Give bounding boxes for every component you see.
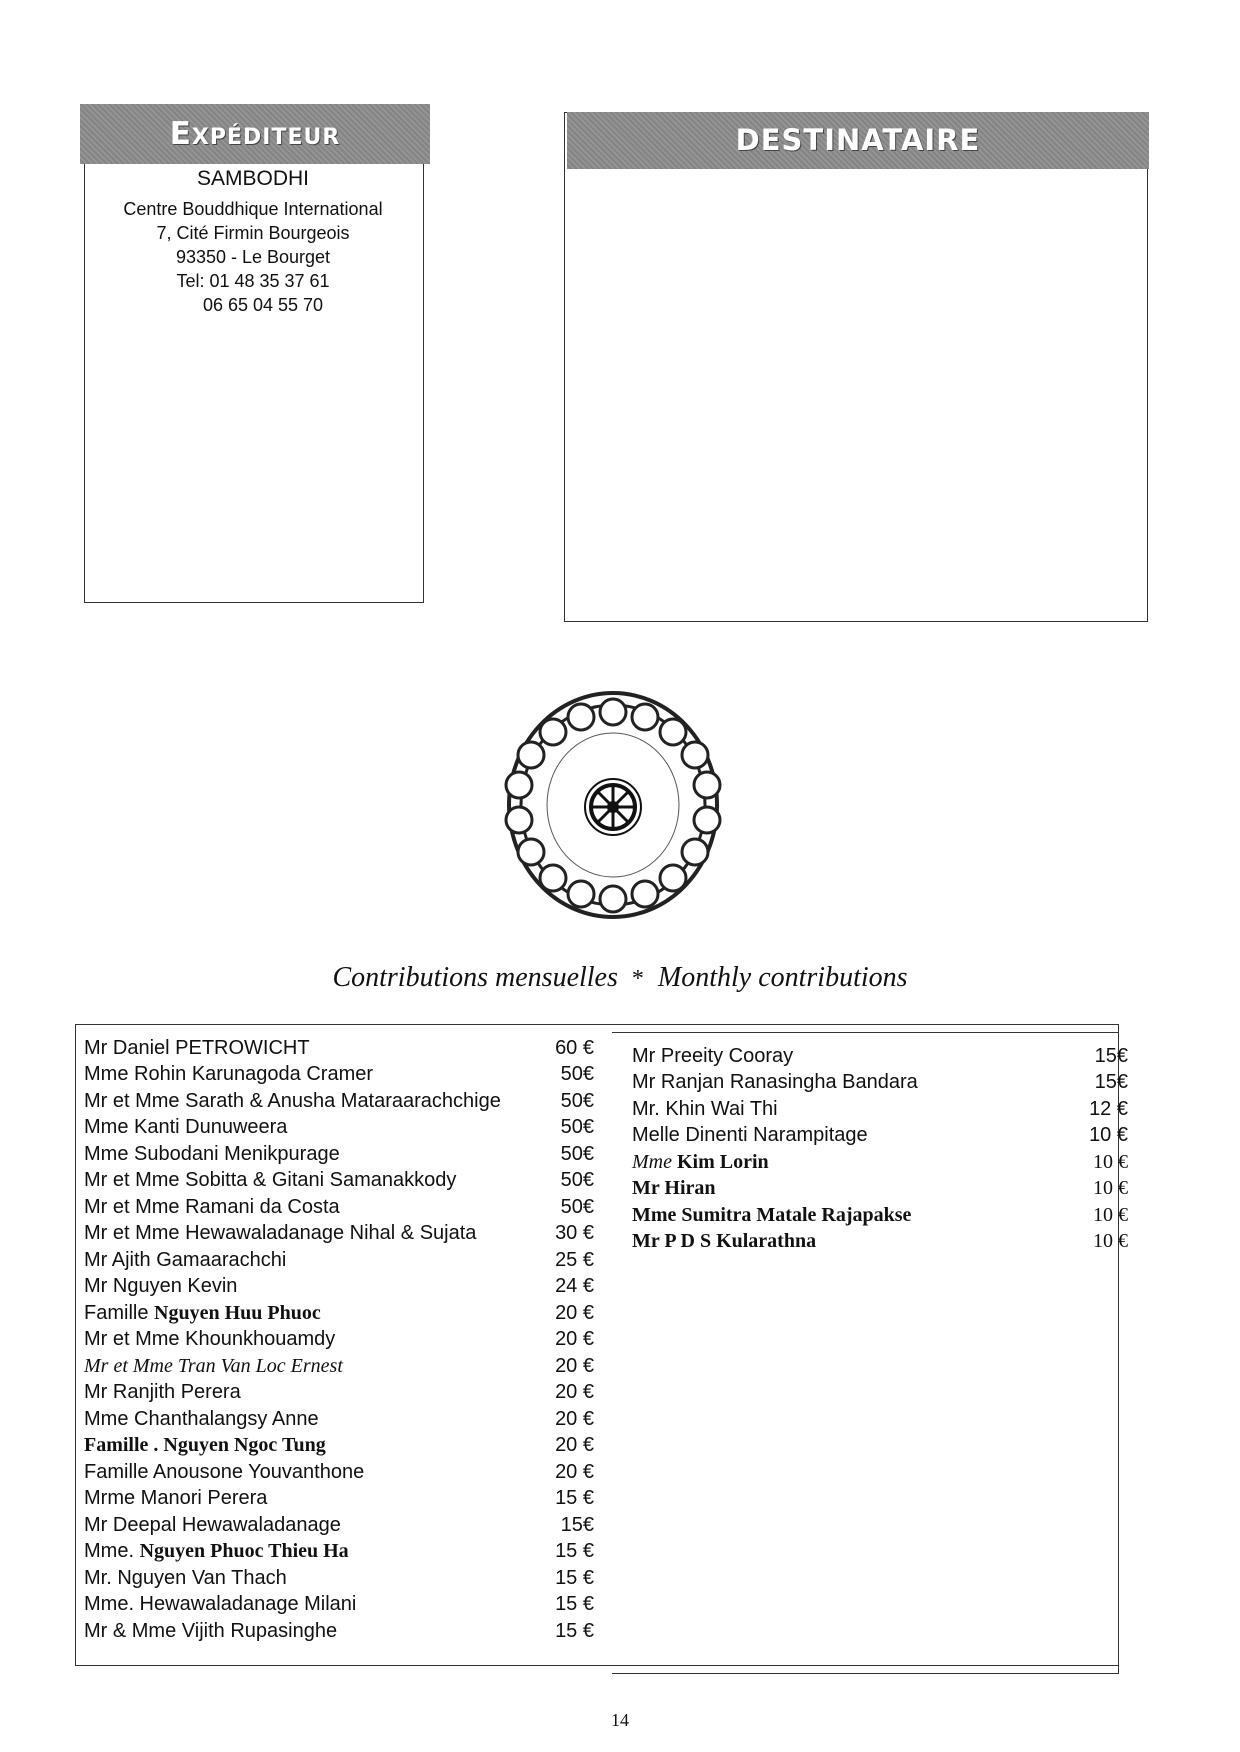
sender-line1: Centre Bouddhique International bbox=[123, 199, 383, 219]
sender-line2: 7, Cité Firmin Bourgeois bbox=[156, 223, 350, 243]
sender-line3: 93350 - Le Bourget bbox=[175, 247, 331, 267]
sender-phone2: 06 65 04 55 70 bbox=[202, 295, 324, 315]
page-number: 14 bbox=[611, 1710, 629, 1730]
heading-fr: Contributions mensuelles bbox=[332, 962, 618, 993]
recipient-box bbox=[564, 112, 1148, 622]
dharma-wheel-logo-icon bbox=[503, 690, 723, 920]
heading-en: Monthly contributions bbox=[657, 962, 908, 993]
sender-title: Expéditeur bbox=[169, 116, 341, 152]
recipient-title: DESTINATAIRE bbox=[735, 123, 981, 157]
sender-phone1: Tel: 01 48 35 37 61 bbox=[176, 271, 330, 291]
contributions-heading bbox=[0, 962, 1240, 994]
heading-separator: * bbox=[631, 966, 644, 992]
sender-header bbox=[80, 104, 430, 164]
sender-name: SAMBODHI bbox=[196, 167, 309, 190]
recipient-header bbox=[567, 112, 1149, 169]
